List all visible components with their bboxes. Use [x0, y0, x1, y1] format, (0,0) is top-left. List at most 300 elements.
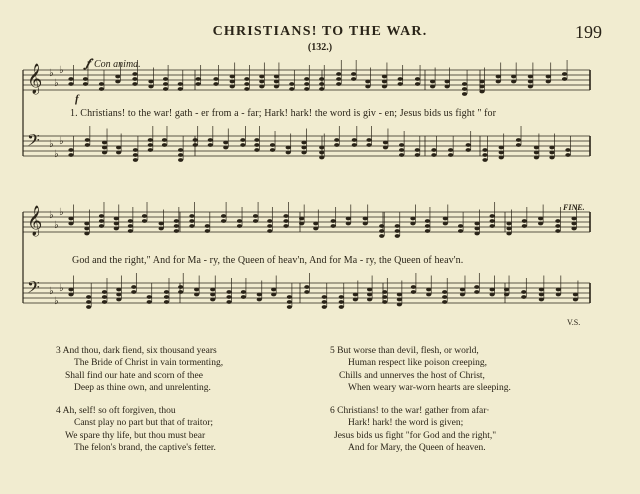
- note-head: [482, 148, 487, 152]
- note-head: [466, 148, 471, 152]
- note-head: [398, 77, 403, 81]
- note-head: [352, 143, 357, 147]
- note-head: [397, 293, 402, 297]
- note-head: [319, 77, 324, 81]
- note-head: [304, 82, 309, 86]
- note-head: [482, 158, 487, 162]
- note-head: [363, 217, 368, 221]
- note-head: [399, 148, 404, 152]
- note-head: [301, 146, 306, 150]
- note-head: [490, 288, 495, 292]
- note-head: [128, 224, 133, 228]
- note-head: [208, 143, 213, 147]
- note-head: [573, 293, 578, 297]
- note-head: [415, 82, 420, 86]
- note-head: [460, 293, 465, 297]
- note-head: [189, 219, 194, 223]
- page-number: 199: [575, 22, 602, 42]
- note-head: [474, 227, 479, 231]
- note-head: [240, 143, 245, 147]
- note-head: [253, 214, 258, 218]
- note-head: [506, 222, 511, 226]
- note-head: [132, 82, 137, 86]
- verse-line: And for Mary, the Queen of heaven.: [348, 443, 486, 454]
- note-head: [178, 290, 183, 294]
- note-head: [148, 138, 153, 142]
- note-head: [68, 148, 73, 152]
- note-head: [555, 229, 560, 233]
- note-head: [397, 303, 402, 307]
- note-head: [516, 138, 521, 142]
- note-head: [399, 143, 404, 147]
- note-head: [460, 288, 465, 292]
- note-head: [193, 143, 198, 147]
- hymn-title: CHRISTIANS! TO THE WAR.: [212, 24, 428, 39]
- note-head: [133, 153, 138, 157]
- note-head: [163, 87, 168, 91]
- note-head: [383, 146, 388, 150]
- verse-line: We spare thy life, but thou must bear: [65, 430, 206, 441]
- note-head: [299, 222, 304, 226]
- note-head: [528, 80, 533, 84]
- note-head: [210, 298, 215, 302]
- vs-label: V.S.: [567, 318, 581, 327]
- note-head: [351, 77, 356, 81]
- note-head: [425, 224, 430, 228]
- note-head: [442, 300, 447, 304]
- note-head: [86, 300, 91, 304]
- note-head: [549, 146, 554, 150]
- note-head: [490, 214, 495, 218]
- note-head: [382, 80, 387, 84]
- note-head: [539, 288, 544, 292]
- note-head: [289, 87, 294, 91]
- flat-icon: ♭: [49, 68, 54, 79]
- note-head: [534, 151, 539, 155]
- note-head: [382, 75, 387, 79]
- note-head: [395, 224, 400, 228]
- note-head: [528, 75, 533, 79]
- note-head: [301, 151, 306, 155]
- note-head: [102, 295, 107, 299]
- note-head: [336, 72, 341, 76]
- note-head: [84, 222, 89, 226]
- note-head: [148, 85, 153, 89]
- note-head: [114, 227, 119, 231]
- note-head: [411, 290, 416, 294]
- note-head: [410, 217, 415, 221]
- note-head: [223, 146, 228, 150]
- note-head: [395, 234, 400, 238]
- flat-icon: ♭: [59, 207, 64, 218]
- note-head: [462, 82, 467, 86]
- note-head: [253, 219, 258, 223]
- note-head: [399, 153, 404, 157]
- note-head: [490, 224, 495, 228]
- note-head: [367, 288, 372, 292]
- note-head: [133, 158, 138, 162]
- note-head: [257, 293, 262, 297]
- note-head: [241, 295, 246, 299]
- note-head: [499, 156, 504, 160]
- note-head: [426, 288, 431, 292]
- note-head: [147, 295, 152, 299]
- note-head: [99, 87, 104, 91]
- note-head: [331, 219, 336, 223]
- flat-icon: ♭: [49, 139, 54, 150]
- note-head: [102, 300, 107, 304]
- note-head: [562, 72, 567, 76]
- note-head: [148, 143, 153, 147]
- note-head: [462, 87, 467, 91]
- note-head: [68, 77, 73, 81]
- note-head: [415, 77, 420, 81]
- note-head: [287, 305, 292, 309]
- note-head: [319, 87, 324, 91]
- note-head: [490, 293, 495, 297]
- note-head: [415, 153, 420, 157]
- note-head: [352, 138, 357, 142]
- flat-icon: ♭: [59, 283, 64, 294]
- note-head: [556, 293, 561, 297]
- note-head: [430, 80, 435, 84]
- note-head: [164, 290, 169, 294]
- note-head: [346, 222, 351, 226]
- note-head: [411, 285, 416, 289]
- note-head: [479, 80, 484, 84]
- note-head: [319, 156, 324, 160]
- note-head: [230, 75, 235, 79]
- note-head: [230, 80, 235, 84]
- note-head: [506, 232, 511, 236]
- note-head: [539, 298, 544, 302]
- note-head: [334, 143, 339, 147]
- note-head: [490, 219, 495, 223]
- note-head: [116, 298, 121, 302]
- note-head: [351, 72, 356, 76]
- note-head: [114, 222, 119, 226]
- note-head: [319, 146, 324, 150]
- note-head: [521, 295, 526, 299]
- note-head: [83, 82, 88, 86]
- note-head: [522, 224, 527, 228]
- note-head: [147, 300, 152, 304]
- note-head: [99, 82, 104, 86]
- note-head: [223, 141, 228, 145]
- note-head: [194, 293, 199, 297]
- note-head: [213, 77, 218, 81]
- note-head: [319, 82, 324, 86]
- note-head: [283, 214, 288, 218]
- note-head: [304, 290, 309, 294]
- note-head: [259, 80, 264, 84]
- treble-clef-icon: 𝄞: [27, 206, 43, 236]
- note-head: [283, 224, 288, 228]
- note-head: [496, 80, 501, 84]
- verse-4: [56, 405, 216, 455]
- note-head: [174, 219, 179, 223]
- note-head: [68, 217, 73, 221]
- note-head: [205, 224, 210, 228]
- note-head: [254, 148, 259, 152]
- flat-icon: ♭: [49, 286, 54, 297]
- note-head: [244, 82, 249, 86]
- note-head: [142, 219, 147, 223]
- note-head: [99, 214, 104, 218]
- verse-line: The felon's brand, the captive's fetter.: [74, 443, 216, 454]
- note-head: [445, 80, 450, 84]
- note-head: [283, 219, 288, 223]
- note-head: [174, 229, 179, 233]
- note-head: [267, 224, 272, 228]
- note-head: [511, 80, 516, 84]
- note-head: [445, 85, 450, 89]
- note-head: [366, 143, 371, 147]
- note-head: [379, 234, 384, 238]
- note-head: [174, 224, 179, 228]
- note-head: [162, 143, 167, 147]
- note-head: [267, 219, 272, 223]
- note-head: [299, 217, 304, 221]
- note-head: [267, 229, 272, 233]
- note-head: [164, 295, 169, 299]
- note-head: [336, 77, 341, 81]
- note-head: [442, 290, 447, 294]
- note-head: [210, 288, 215, 292]
- note-head: [430, 85, 435, 89]
- note-head: [178, 82, 183, 86]
- note-head: [244, 87, 249, 91]
- note-head: [458, 224, 463, 228]
- note-head: [556, 288, 561, 292]
- note-head: [339, 300, 344, 304]
- note-head: [365, 85, 370, 89]
- note-head: [339, 295, 344, 299]
- note-head: [205, 229, 210, 233]
- note-head: [366, 138, 371, 142]
- note-head: [431, 153, 436, 157]
- note-head: [132, 77, 137, 81]
- note-head: [148, 80, 153, 84]
- note-head: [322, 295, 327, 299]
- note-head: [504, 293, 509, 297]
- note-head: [319, 151, 324, 155]
- note-head: [397, 298, 402, 302]
- note-head: [116, 293, 121, 297]
- note-head: [549, 151, 554, 155]
- flat-icon: ♭: [54, 220, 59, 231]
- note-head: [237, 224, 242, 228]
- lyrics-system-2: God and the right," And for Ma - ry, the Queen of heav'n, And for Ma - ry, the Queen of heav'n.: [72, 255, 464, 266]
- note-head: [365, 80, 370, 84]
- note-head: [301, 141, 306, 145]
- note-head: [313, 227, 318, 231]
- note-head: [99, 224, 104, 228]
- note-head: [257, 298, 262, 302]
- note-head: [254, 138, 259, 142]
- note-head: [102, 290, 107, 294]
- note-head: [68, 288, 73, 292]
- note-head: [346, 217, 351, 221]
- note-head: [506, 227, 511, 231]
- note-head: [226, 295, 231, 299]
- note-head: [271, 293, 276, 297]
- note-head: [68, 222, 73, 226]
- flat-icon: ♭: [54, 296, 59, 307]
- note-head: [230, 85, 235, 89]
- note-head: [178, 148, 183, 152]
- note-head: [128, 229, 133, 233]
- note-head: [426, 293, 431, 297]
- note-head: [274, 85, 279, 89]
- note-head: [102, 151, 107, 155]
- note-head: [68, 293, 73, 297]
- note-head: [573, 298, 578, 302]
- note-head: [289, 82, 294, 86]
- verse-line: 5 But worse than devil, flesh, or world,: [330, 346, 479, 356]
- note-head: [511, 75, 516, 79]
- note-head: [496, 75, 501, 79]
- note-head: [270, 148, 275, 152]
- note-head: [99, 219, 104, 223]
- verse-line: Shall find our hate and scorn of thee: [65, 370, 203, 381]
- note-head: [555, 219, 560, 223]
- note-head: [539, 293, 544, 297]
- note-head: [84, 232, 89, 236]
- verse-line: Human respect like poison creeping,: [348, 358, 488, 369]
- note-head: [334, 138, 339, 142]
- note-head: [395, 229, 400, 233]
- note-head: [442, 295, 447, 299]
- note-head: [178, 285, 183, 289]
- note-head: [84, 227, 89, 231]
- note-head: [425, 219, 430, 223]
- note-head: [565, 148, 570, 152]
- note-head: [68, 82, 73, 86]
- verse-line: When weary war-worn hearts are sleeping.: [348, 383, 511, 394]
- flat-icon: ♭: [59, 65, 64, 76]
- note-head: [86, 295, 91, 299]
- note-head: [534, 156, 539, 160]
- note-head: [448, 148, 453, 152]
- note-head: [479, 90, 484, 94]
- verse-line: Canst play no part but that of traitor;: [74, 418, 214, 429]
- note-head: [116, 146, 121, 150]
- note-head: [274, 75, 279, 79]
- verse-6: [330, 405, 496, 455]
- flat-icon: ♭: [54, 149, 59, 160]
- note-head: [213, 82, 218, 86]
- flat-icon: ♭: [49, 210, 54, 221]
- note-head: [221, 214, 226, 218]
- note-head: [331, 224, 336, 228]
- note-head: [304, 87, 309, 91]
- note-head: [504, 288, 509, 292]
- note-head: [336, 82, 341, 86]
- note-head: [116, 288, 121, 292]
- note-head: [240, 138, 245, 142]
- note-head: [474, 285, 479, 289]
- note-head: [383, 141, 388, 145]
- note-head: [116, 151, 121, 155]
- note-head: [241, 290, 246, 294]
- note-head: [131, 285, 136, 289]
- verse-line: Hark! hark! the word is given;: [348, 418, 464, 429]
- verse-line: Deep as thine own, and unrelenting.: [74, 383, 211, 394]
- note-head: [458, 229, 463, 233]
- note-head: [479, 85, 484, 89]
- note-head: [86, 305, 91, 309]
- note-head: [83, 77, 88, 81]
- note-head: [189, 224, 194, 228]
- verse-line: Jesus bids us fight "for God and the right,": [334, 430, 497, 441]
- note-head: [367, 298, 372, 302]
- note-head: [415, 148, 420, 152]
- note-head: [313, 222, 318, 226]
- verse-line: 6 Christians! to the war! gather from afar·: [330, 406, 490, 416]
- verse-3: [56, 345, 223, 395]
- note-head: [210, 293, 215, 297]
- note-head: [565, 153, 570, 157]
- note-head: [425, 229, 430, 233]
- note-head: [194, 288, 199, 292]
- note-head: [538, 222, 543, 226]
- note-head: [549, 156, 554, 160]
- note-head: [221, 219, 226, 223]
- note-head: [244, 77, 249, 81]
- note-head: [379, 229, 384, 233]
- note-head: [339, 305, 344, 309]
- note-head: [410, 222, 415, 226]
- note-head: [189, 214, 194, 218]
- note-head: [353, 298, 358, 302]
- note-head: [382, 290, 387, 294]
- note-head: [114, 217, 119, 221]
- note-head: [528, 85, 533, 89]
- note-head: [431, 148, 436, 152]
- note-head: [196, 82, 201, 86]
- note-head: [322, 300, 327, 304]
- note-head: [133, 148, 138, 152]
- note-head: [259, 75, 264, 79]
- verse-5: [330, 345, 511, 395]
- note-head: [516, 143, 521, 147]
- note-head: [571, 222, 576, 226]
- note-head: [159, 222, 164, 226]
- note-head: [382, 300, 387, 304]
- note-head: [571, 227, 576, 231]
- tempo-text: Con anima.: [94, 59, 141, 70]
- note-head: [132, 72, 137, 76]
- flat-icon: ♭: [54, 78, 59, 89]
- note-head: [226, 290, 231, 294]
- note-head: [398, 82, 403, 86]
- note-head: [226, 300, 231, 304]
- forte-mark: f: [75, 93, 79, 105]
- note-head: [193, 138, 198, 142]
- verse-line: The Bride of Christ in vain tormenting,: [74, 358, 224, 369]
- note-head: [474, 232, 479, 236]
- note-head: [115, 80, 120, 84]
- note-head: [271, 288, 276, 292]
- note-head: [443, 222, 448, 226]
- flat-icon: ♭: [59, 136, 64, 147]
- note-head: [379, 224, 384, 228]
- note-head: [382, 85, 387, 89]
- note-head: [287, 300, 292, 304]
- note-head: [474, 290, 479, 294]
- note-head: [254, 143, 259, 147]
